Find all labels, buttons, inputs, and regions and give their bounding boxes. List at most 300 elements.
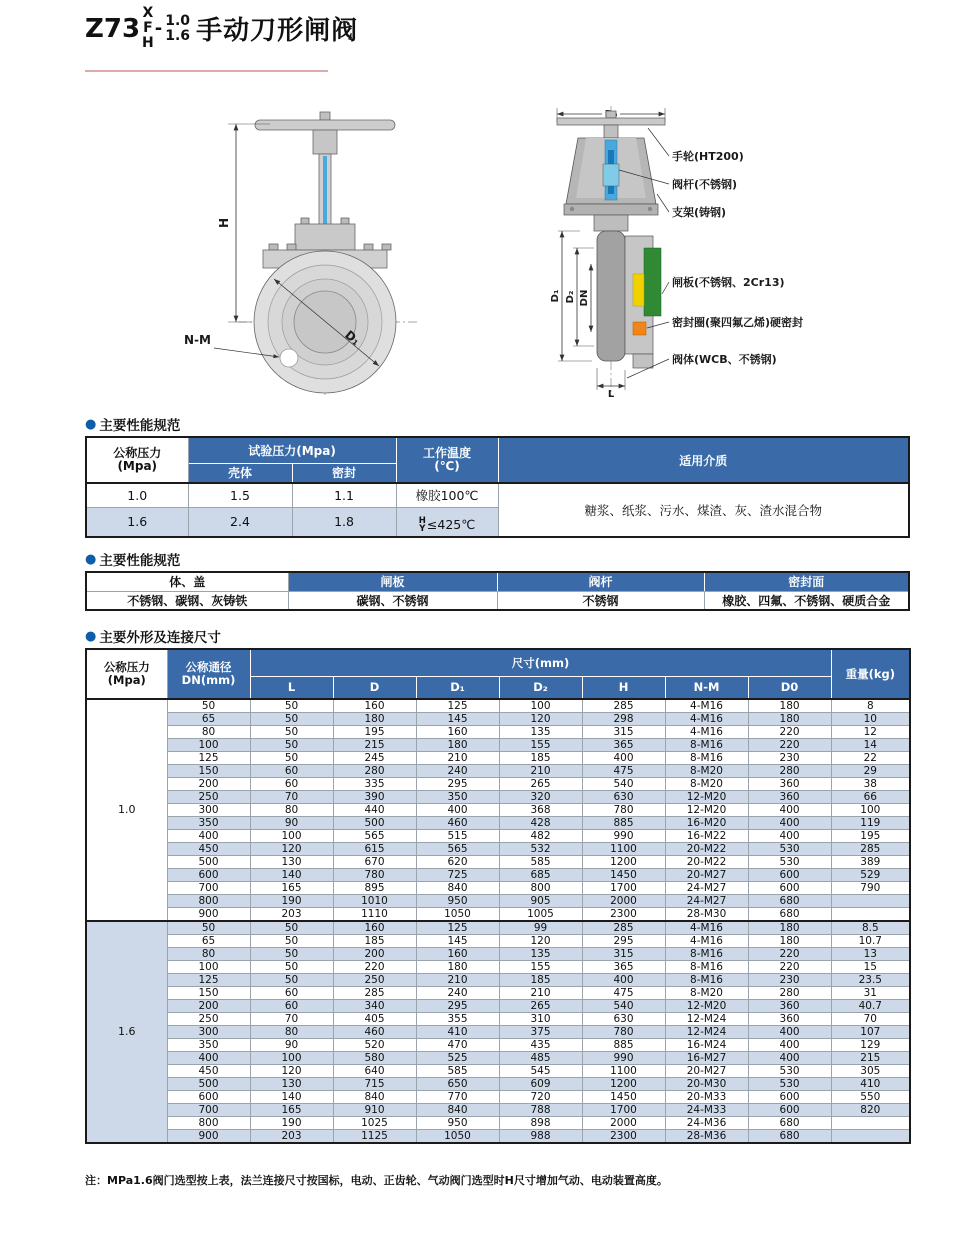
dims-cell: 16-M24 bbox=[665, 1039, 748, 1052]
dims-cell: 210 bbox=[499, 765, 582, 778]
dims-cell: 160 bbox=[333, 699, 416, 713]
dims-cell: 50 bbox=[250, 961, 333, 974]
dims-cell: 8-M16 bbox=[665, 974, 748, 987]
dims-cell: 530 bbox=[748, 1078, 831, 1091]
dims-cell: 280 bbox=[333, 765, 416, 778]
dims-cell: 500 bbox=[167, 856, 250, 869]
col-header-dn: 公称通径 DN(mm) bbox=[167, 649, 250, 699]
dims-cell: 22 bbox=[831, 752, 910, 765]
dims-cell: 630 bbox=[582, 1013, 665, 1026]
dims-cell: 580 bbox=[333, 1052, 416, 1065]
dims-cell bbox=[831, 908, 910, 922]
dims-cell: 770 bbox=[416, 1091, 499, 1104]
dims-cell: 50 bbox=[250, 974, 333, 987]
dims-cell: 400 bbox=[416, 804, 499, 817]
dims-cell: 99 bbox=[499, 921, 582, 935]
dims-cell bbox=[831, 1130, 910, 1144]
dims-cell: 50 bbox=[250, 948, 333, 961]
dims-cell: 12 bbox=[831, 726, 910, 739]
dims-cell: 600 bbox=[748, 1091, 831, 1104]
dims-cell: 990 bbox=[582, 1052, 665, 1065]
dims-cell: 4-M16 bbox=[665, 935, 748, 948]
dims-cell: 8-M16 bbox=[665, 948, 748, 961]
dims-row bbox=[86, 699, 910, 713]
dims-cell: 180 bbox=[748, 935, 831, 948]
dims-cell: 780 bbox=[582, 804, 665, 817]
dims-cell: 400 bbox=[167, 1052, 250, 1065]
dims-cell: 29 bbox=[831, 765, 910, 778]
shell-test-value: 2.4 bbox=[188, 507, 292, 537]
dims-cell: 12-M20 bbox=[665, 1000, 748, 1013]
dims-cell: 400 bbox=[582, 752, 665, 765]
col-header-l: L bbox=[250, 676, 333, 699]
dims-cell: 4-M16 bbox=[665, 699, 748, 713]
dims-cell: 8 bbox=[831, 699, 910, 713]
dims-cell: 40.7 bbox=[831, 1000, 910, 1013]
performance-table bbox=[85, 436, 910, 538]
col-header-media: 适用介质 bbox=[498, 437, 909, 483]
temp-value: 橡胶100℃ bbox=[396, 483, 498, 507]
dims-cell: 135 bbox=[499, 948, 582, 961]
dims-row bbox=[86, 1078, 910, 1091]
dims-cell: 185 bbox=[333, 935, 416, 948]
dims-cell: 245 bbox=[333, 752, 416, 765]
dimension-dn bbox=[579, 264, 591, 332]
dims-cell: 840 bbox=[333, 1091, 416, 1104]
gate-material: 碳钢、不锈钢 bbox=[288, 591, 497, 610]
dims-cell: 50 bbox=[250, 739, 333, 752]
col-header-seal: 密封 bbox=[292, 463, 396, 483]
dims-cell: 540 bbox=[582, 778, 665, 791]
dims-cell: 650 bbox=[416, 1078, 499, 1091]
dims-cell: 550 bbox=[831, 1091, 910, 1104]
dims-cell: 190 bbox=[250, 1117, 333, 1130]
pressure-value: 1.6 bbox=[86, 507, 188, 537]
dims-cell: 24-M27 bbox=[665, 895, 748, 908]
dims-cell: 4-M16 bbox=[665, 921, 748, 935]
dims-cell: 900 bbox=[167, 908, 250, 922]
col-header-size: 尺寸(mm) bbox=[250, 649, 831, 676]
dims-cell: 203 bbox=[250, 1130, 333, 1144]
col-header-d: D bbox=[333, 676, 416, 699]
dims-cell: 360 bbox=[748, 778, 831, 791]
dims-cell: 70 bbox=[831, 1013, 910, 1026]
dims-cell: 435 bbox=[499, 1039, 582, 1052]
dims-row bbox=[86, 791, 910, 804]
dims-cell: 220 bbox=[748, 739, 831, 752]
dims-cell: 800 bbox=[499, 882, 582, 895]
col-header-d1: D₁ bbox=[416, 676, 499, 699]
dims-cell: 150 bbox=[167, 765, 250, 778]
dims-cell: 600 bbox=[748, 869, 831, 882]
dims-cell: 685 bbox=[499, 869, 582, 882]
stem-material: 不锈钢 bbox=[497, 591, 704, 610]
dims-cell: 725 bbox=[416, 869, 499, 882]
col-header-gate: 闸板 bbox=[288, 572, 497, 591]
col-header-working-temp: 工作温度 (℃) bbox=[396, 437, 498, 483]
dims-cell: 8-M16 bbox=[665, 752, 748, 765]
dims-cell: 440 bbox=[333, 804, 416, 817]
dims-cell: 195 bbox=[831, 830, 910, 843]
dims-cell: 680 bbox=[748, 895, 831, 908]
dims-cell: 12-M20 bbox=[665, 791, 748, 804]
dims-cell: 13 bbox=[831, 948, 910, 961]
dims-cell: 129 bbox=[831, 1039, 910, 1052]
dims-cell: 300 bbox=[167, 1026, 250, 1039]
dims-row bbox=[86, 856, 910, 869]
dims-cell: 280 bbox=[748, 765, 831, 778]
section-title: 主要性能规范 bbox=[99, 553, 181, 569]
dims-cell: 180 bbox=[416, 961, 499, 974]
handwheel bbox=[255, 112, 395, 154]
dims-row bbox=[86, 739, 910, 752]
dims-cell: 780 bbox=[333, 869, 416, 882]
col-header-d2: D₂ bbox=[499, 676, 582, 699]
dims-cell: 180 bbox=[748, 699, 831, 713]
dims-cell: 360 bbox=[748, 1000, 831, 1013]
dims-cell: 400 bbox=[748, 830, 831, 843]
dims-cell: 119 bbox=[831, 817, 910, 830]
dims-cell: 15 bbox=[831, 961, 910, 974]
dims-cell: 470 bbox=[416, 1039, 499, 1052]
col-header-nominal-pressure: 公称压力 (Mpa) bbox=[86, 437, 188, 483]
part-label-stem: 阀杆(不锈钢) bbox=[672, 178, 738, 191]
dims-cell: 530 bbox=[748, 1065, 831, 1078]
dims-cell: 24-M36 bbox=[665, 1117, 748, 1130]
dims-cell: 950 bbox=[416, 1117, 499, 1130]
dims-cell: 8.5 bbox=[831, 921, 910, 935]
dims-cell: 220 bbox=[748, 961, 831, 974]
dims-row bbox=[86, 752, 910, 765]
dims-cell: 1700 bbox=[582, 1104, 665, 1117]
variant-x: X bbox=[142, 5, 154, 21]
dims-cell: 800 bbox=[167, 895, 250, 908]
dims-cell: 350 bbox=[416, 791, 499, 804]
dims-cell: 475 bbox=[582, 987, 665, 1000]
title-dash: - bbox=[154, 18, 163, 39]
dims-cell: 285 bbox=[582, 921, 665, 935]
dims-cell: 210 bbox=[416, 752, 499, 765]
l-dim-label: L bbox=[607, 389, 615, 398]
dims-cell: 525 bbox=[416, 1052, 499, 1065]
dn-dim-label: DN bbox=[579, 289, 590, 307]
dims-cell: 700 bbox=[167, 1104, 250, 1117]
dims-cell: 310 bbox=[499, 1013, 582, 1026]
dims-cell: 145 bbox=[416, 713, 499, 726]
dims-cell: 140 bbox=[250, 1091, 333, 1104]
dims-cell: 515 bbox=[416, 830, 499, 843]
dims-cell: 530 bbox=[748, 843, 831, 856]
dims-cell: 60 bbox=[250, 1000, 333, 1013]
d1-dim-label: D₁ bbox=[550, 289, 561, 303]
dims-cell: 50 bbox=[250, 713, 333, 726]
dims-cell: 185 bbox=[499, 752, 582, 765]
dims-cell: 265 bbox=[499, 1000, 582, 1013]
dims-cell: 8-M20 bbox=[665, 778, 748, 791]
dims-cell: 14 bbox=[831, 739, 910, 752]
dims-cell: 389 bbox=[831, 856, 910, 869]
dims-cell: 390 bbox=[333, 791, 416, 804]
dims-cell: 165 bbox=[250, 882, 333, 895]
product-name: 手动刀形闸阀 bbox=[196, 16, 359, 46]
dims-cell: 215 bbox=[333, 739, 416, 752]
dims-table-body bbox=[86, 699, 910, 1143]
dims-cell: 210 bbox=[416, 974, 499, 987]
dims-cell: 1025 bbox=[333, 1117, 416, 1130]
dims-cell: 60 bbox=[250, 778, 333, 791]
dims-cell: 38 bbox=[831, 778, 910, 791]
dims-cell: 840 bbox=[416, 882, 499, 895]
dims-cell: 125 bbox=[167, 752, 250, 765]
seal-test-value: 1.1 bbox=[292, 483, 396, 507]
dims-cell: 475 bbox=[582, 765, 665, 778]
dims-cell: 100 bbox=[167, 961, 250, 974]
dimensions-table bbox=[85, 648, 911, 1144]
dims-cell: 2000 bbox=[582, 1117, 665, 1130]
dims-cell: 600 bbox=[748, 882, 831, 895]
dims-cell: 160 bbox=[333, 921, 416, 935]
dims-cell: 70 bbox=[250, 791, 333, 804]
dims-cell: 910 bbox=[333, 1104, 416, 1117]
materials-row bbox=[86, 591, 909, 610]
dims-cell: 250 bbox=[333, 974, 416, 987]
dims-cell: 16-M20 bbox=[665, 817, 748, 830]
variant-h: H bbox=[142, 35, 154, 51]
dims-cell: 50 bbox=[167, 921, 250, 935]
dims-cell: 365 bbox=[582, 739, 665, 752]
dims-cell: 210 bbox=[499, 987, 582, 1000]
dims-cell: 80 bbox=[167, 948, 250, 961]
dims-cell: 545 bbox=[499, 1065, 582, 1078]
dims-cell: 107 bbox=[831, 1026, 910, 1039]
dims-cell: 885 bbox=[582, 1039, 665, 1052]
dims-cell: 885 bbox=[582, 817, 665, 830]
dims-cell: 220 bbox=[748, 726, 831, 739]
part-label-yoke: 支架(铸钢) bbox=[672, 206, 727, 219]
dims-cell: 2000 bbox=[582, 895, 665, 908]
dims-row bbox=[86, 908, 910, 922]
section-heading-dimensions bbox=[85, 626, 221, 646]
dims-cell: 20-M27 bbox=[665, 1065, 748, 1078]
model-code: Z73 bbox=[85, 13, 141, 44]
dims-cell: 1200 bbox=[582, 1078, 665, 1091]
dims-row bbox=[86, 1013, 910, 1026]
dims-cell: 90 bbox=[250, 817, 333, 830]
dims-cell: 100 bbox=[167, 739, 250, 752]
dims-cell: 180 bbox=[333, 713, 416, 726]
dims-cell: 60 bbox=[250, 987, 333, 1000]
dims-cell: 450 bbox=[167, 843, 250, 856]
dims-cell: 185 bbox=[499, 974, 582, 987]
dims-cell: 780 bbox=[582, 1026, 665, 1039]
dims-cell: 1700 bbox=[582, 882, 665, 895]
dims-cell: 565 bbox=[416, 843, 499, 856]
dims-cell: 400 bbox=[748, 1039, 831, 1052]
dims-cell: 950 bbox=[416, 895, 499, 908]
dims-cell: 790 bbox=[831, 882, 910, 895]
dims-cell: 565 bbox=[333, 830, 416, 843]
media-value: 糖浆、纸浆、污水、煤渣、灰、渣水混合物 bbox=[498, 483, 909, 537]
dims-cell: 340 bbox=[333, 1000, 416, 1013]
dims-cell: 60 bbox=[250, 765, 333, 778]
col-header-shell: 壳体 bbox=[188, 463, 292, 483]
dims-cell: 150 bbox=[167, 987, 250, 1000]
dims-cell: 24-M27 bbox=[665, 882, 748, 895]
footnote: 注：MPa1.6阀门选型按上表，法兰连接尺寸按国标，电动、正齿轮、气动阀门选型时H尺寸增加气动、电动装置高度。 bbox=[85, 1174, 668, 1187]
dims-cell: 1200 bbox=[582, 856, 665, 869]
dims-cell: 250 bbox=[167, 1013, 250, 1026]
dims-cell: 240 bbox=[416, 765, 499, 778]
dims-cell: 65 bbox=[167, 935, 250, 948]
dims-row bbox=[86, 921, 910, 935]
col-header-h: H bbox=[582, 676, 665, 699]
dims-cell: 165 bbox=[250, 1104, 333, 1117]
dims-cell: 135 bbox=[499, 726, 582, 739]
dims-cell: 100 bbox=[499, 699, 582, 713]
dims-cell: 400 bbox=[748, 817, 831, 830]
pressure-value: 1.0 bbox=[86, 483, 188, 507]
dims-cell: 66 bbox=[831, 791, 910, 804]
bolt-pattern-label: N-M bbox=[184, 333, 211, 347]
dims-cell: 50 bbox=[250, 699, 333, 713]
dims-cell: 820 bbox=[831, 1104, 910, 1117]
dims-cell: 31 bbox=[831, 987, 910, 1000]
dims-cell: 20-M22 bbox=[665, 856, 748, 869]
dims-cell: 100 bbox=[250, 830, 333, 843]
dims-cell: 295 bbox=[416, 778, 499, 791]
dims-row bbox=[86, 804, 910, 817]
dims-cell: 600 bbox=[167, 1091, 250, 1104]
dims-row bbox=[86, 987, 910, 1000]
dims-cell: 28-M36 bbox=[665, 1130, 748, 1144]
dims-cell: 160 bbox=[416, 726, 499, 739]
dims-cell: 428 bbox=[499, 817, 582, 830]
col-header-nominal-pressure: 公称压力 (Mpa) bbox=[86, 649, 167, 699]
dims-cell: 195 bbox=[333, 726, 416, 739]
dims-cell: 180 bbox=[748, 713, 831, 726]
dims-cell: 620 bbox=[416, 856, 499, 869]
dims-cell: 28-M30 bbox=[665, 908, 748, 922]
part-label-body: 阀体(WCB、不锈钢) bbox=[672, 353, 777, 366]
dims-cell: 80 bbox=[250, 1026, 333, 1039]
dims-cell: 630 bbox=[582, 791, 665, 804]
dims-cell: 532 bbox=[499, 843, 582, 856]
variant-stack bbox=[142, 6, 154, 51]
dims-cell: 12-M20 bbox=[665, 804, 748, 817]
dims-cell: 2300 bbox=[582, 908, 665, 922]
bullet-icon: ● bbox=[85, 416, 97, 432]
valve-body bbox=[254, 251, 396, 393]
dims-row bbox=[86, 1091, 910, 1104]
pressure-1: 1.0 bbox=[165, 12, 191, 29]
dims-row bbox=[86, 961, 910, 974]
dims-cell: 305 bbox=[831, 1065, 910, 1078]
dims-cell: 200 bbox=[333, 948, 416, 961]
dims-row bbox=[86, 1026, 910, 1039]
part-label-seal-ring: 密封圈(聚四氟乙烯)硬密封 bbox=[672, 316, 804, 329]
performance-row bbox=[86, 483, 909, 507]
dims-cell: 23.5 bbox=[831, 974, 910, 987]
dims-cell: 529 bbox=[831, 869, 910, 882]
dims-cell: 600 bbox=[167, 869, 250, 882]
yoke bbox=[564, 138, 658, 231]
dims-cell: 16-M22 bbox=[665, 830, 748, 843]
dims-cell: 16-M27 bbox=[665, 1052, 748, 1065]
dims-cell: 20-M27 bbox=[665, 869, 748, 882]
materials-table bbox=[85, 571, 910, 611]
dims-cell: 680 bbox=[748, 1130, 831, 1144]
dims-cell: 220 bbox=[748, 948, 831, 961]
dims-cell: 1050 bbox=[416, 908, 499, 922]
dims-cell: 368 bbox=[499, 804, 582, 817]
col-header-body-cover: 体、盖 bbox=[86, 572, 288, 591]
dims-cell: 540 bbox=[582, 1000, 665, 1013]
dims-cell: 400 bbox=[582, 974, 665, 987]
dims-cell: 350 bbox=[167, 1039, 250, 1052]
dims-cell: 355 bbox=[416, 1013, 499, 1026]
dims-cell: 680 bbox=[748, 908, 831, 922]
dims-cell: 1450 bbox=[582, 869, 665, 882]
dims-cell: 1010 bbox=[333, 895, 416, 908]
dims-cell: 520 bbox=[333, 1039, 416, 1052]
dims-cell: 155 bbox=[499, 961, 582, 974]
dims-cell: 1005 bbox=[499, 908, 582, 922]
title-divider bbox=[85, 70, 328, 72]
dims-row bbox=[86, 948, 910, 961]
dims-cell: 120 bbox=[250, 843, 333, 856]
dims-cell: 365 bbox=[582, 961, 665, 974]
variant-f: F bbox=[143, 20, 153, 36]
dims-row bbox=[86, 974, 910, 987]
col-header-nm: N-M bbox=[665, 676, 748, 699]
dims-cell: 200 bbox=[167, 1000, 250, 1013]
dims-cell: 4-M16 bbox=[665, 713, 748, 726]
pressure-stack bbox=[165, 14, 190, 44]
dims-cell: 120 bbox=[250, 1065, 333, 1078]
dims-cell: 125 bbox=[167, 974, 250, 987]
dims-cell: 715 bbox=[333, 1078, 416, 1091]
dims-cell: 220 bbox=[333, 961, 416, 974]
dims-cell: 125 bbox=[416, 699, 499, 713]
dims-cell: 585 bbox=[499, 856, 582, 869]
dims-cell: 200 bbox=[167, 778, 250, 791]
valve-body-section bbox=[597, 231, 661, 368]
dims-cell: 410 bbox=[831, 1078, 910, 1091]
dims-row bbox=[86, 830, 910, 843]
dims-row bbox=[86, 1117, 910, 1130]
dims-row bbox=[86, 765, 910, 778]
seal-test-value: 1.8 bbox=[292, 507, 396, 537]
dims-cell: 360 bbox=[748, 791, 831, 804]
dims-row bbox=[86, 1130, 910, 1144]
dims-cell: 24-M33 bbox=[665, 1104, 748, 1117]
dims-cell: 460 bbox=[333, 1026, 416, 1039]
dims-cell: 80 bbox=[167, 726, 250, 739]
dims-cell: 680 bbox=[748, 1117, 831, 1130]
seal-face-material: 橡胶、四氟、不锈钢、硬质合金 bbox=[704, 591, 909, 610]
pressure-2: 1.6 bbox=[165, 27, 191, 44]
shell-test-value: 1.5 bbox=[188, 483, 292, 507]
dims-cell: 285 bbox=[831, 843, 910, 856]
dims-cell: 1100 bbox=[582, 1065, 665, 1078]
dims-cell: 130 bbox=[250, 1078, 333, 1091]
dims-cell: 500 bbox=[333, 817, 416, 830]
dims-row bbox=[86, 713, 910, 726]
dims-row bbox=[86, 778, 910, 791]
bolt-hole bbox=[280, 349, 298, 367]
section-heading-materials bbox=[85, 549, 180, 569]
dims-row bbox=[86, 817, 910, 830]
